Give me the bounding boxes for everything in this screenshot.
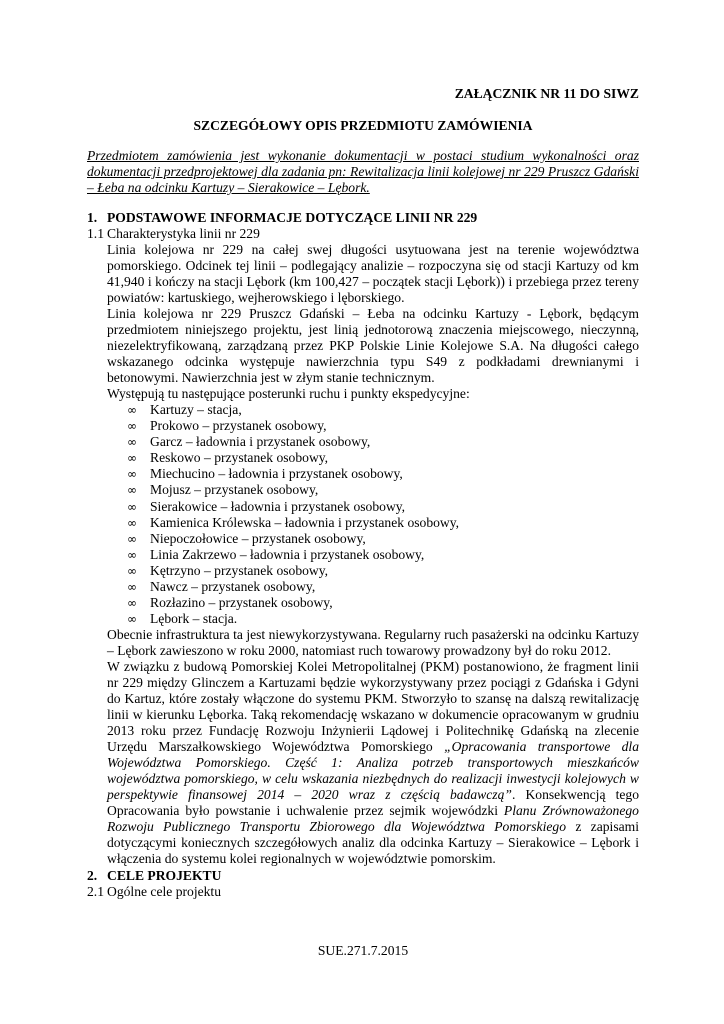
bullet-icon: ∞	[127, 435, 137, 450]
paragraph-pkm	[107, 659, 639, 867]
station-label: Reskowo – przystanek osobowy,	[150, 450, 329, 466]
subsection-1-1-title: Charakterystyka linii nr 229	[107, 226, 260, 241]
bullet-icon: ∞	[127, 451, 137, 466]
bullet-icon: ∞	[127, 563, 137, 578]
bullet-icon: ∞	[127, 612, 137, 627]
station-label: Lębork – stacja.	[150, 611, 238, 627]
annex-label: ZAŁĄCZNIK NR 11 DO SIWZ	[454, 86, 639, 101]
paragraph-location: Linia kolejowa nr 229 na całej swej długości usytuowana jest na terenie województwa pomorskiego. Odcinek tej linii – podlegający analizie – rozpoczyna się od stacji Kartuzy od km 41,940 i kończy na stacji Lębork (km 100,427 – początek stacji Lębork)) i przebiega przez tereny powiatów: kartuskiego, wejherowskiego i lęborskiego.	[107, 242, 639, 305]
bullet-icon: ∞	[127, 499, 137, 514]
station-label: Miechucino – ładownia i przystanek osobowy,	[150, 466, 403, 482]
section-1-title: PODSTAWOWE INFORMACJE DOTYCZĄCE LINII NR 229	[107, 210, 478, 225]
bullet-icon: ∞	[127, 419, 137, 434]
station-item	[107, 466, 639, 482]
station-item	[107, 515, 639, 531]
bullet-icon: ∞	[127, 580, 137, 595]
footer-reference: SUE.271.7.2015	[317, 943, 409, 958]
stations-intro: Występują tu następujące posterunki ruchu i punkty ekspedycyjne:	[107, 386, 470, 401]
pkm-document-title: „Opracowania transportowe dla Województwa Pomorskiego. Część 1: Analiza potrzeb transportowych mieszkańców województwa pomorskiego, w celu wskazania niezbędnych do realizacji inwestycji kolejowych w perspektywie finansowej 2014 – 2020 wraz z częścią badawczą”	[107, 739, 639, 803]
pkm-plan-title: Planu Zrównoważonego Rozwoju Publicznego Transportu Zbiorowego dla Województwa Pomorskiego	[107, 803, 639, 835]
station-item	[107, 402, 639, 418]
pkm-text-3: z zapisami dotyczącymi koniecznych szczegółowych analiz dla odcinka Kartuzy – Sierakowice – Lębork i włączenia do systemu kolei regionalnych w województwie pomorskim.	[107, 819, 639, 867]
document-title: SZCZEGÓŁOWY OPIS PRZEDMIOTU ZAMÓWIENIA	[193, 118, 533, 133]
stations-list	[107, 402, 639, 627]
paragraph-traffic: Obecnie infrastruktura ta jest niewykorzystywana. Regularny ruch pasażerski na odcinku Kartuzy – Lębork zawieszono w roku 2000, natomiast ruch towarowy prowadzony był do roku 2012.	[107, 627, 639, 659]
station-label: Kamienica Królewska – ładownia i przystanek osobowy,	[150, 514, 460, 530]
subsection-1-1-heading	[87, 226, 260, 242]
station-label: Garcz – ładownia i przystanek osobowy,	[150, 434, 371, 450]
subsection-2-1-number: 2.1	[87, 884, 104, 899]
station-item	[107, 482, 639, 498]
station-item	[107, 531, 639, 547]
bullet-icon: ∞	[127, 515, 137, 530]
station-item	[107, 579, 639, 595]
subsection-2-1-heading	[87, 884, 221, 900]
station-label: Sierakowice – ładownia i przystanek osobowy,	[150, 498, 406, 514]
station-item	[107, 434, 639, 450]
document-page	[87, 0, 639, 1024]
station-label: Kartuzy – stacja,	[150, 402, 242, 417]
station-item	[107, 547, 639, 563]
station-label: Niepoczołowice – przystanek osobowy,	[150, 530, 366, 546]
section-1-body	[107, 242, 639, 867]
intro-paragraph: Przedmiotem zamówienia jest wykonanie dokumentacji w postaci studium wykonalności oraz dokumentacji przedprojektowej dla zadania pn: Rewitalizacja linii kolejowej nr 229 Pruszcz Gdański – Łeba na odcinku Kartuzy – Sierakowice – Lębork.	[87, 148, 639, 195]
bullet-icon: ∞	[127, 403, 137, 417]
bullet-icon: ∞	[127, 483, 137, 498]
section-2-heading	[87, 868, 221, 884]
pkm-text-2: . Konsekwencją tego Opracowania było powstanie i uchwalenie przez sejmik wojewódzki	[107, 787, 640, 819]
section-1-number: 1.	[87, 210, 98, 225]
bullet-icon: ∞	[127, 531, 137, 546]
station-item	[107, 595, 639, 611]
station-item	[107, 611, 639, 627]
bullet-icon: ∞	[127, 596, 137, 611]
station-item	[107, 563, 639, 579]
station-label: Rozłazino – przystanek osobowy,	[150, 595, 333, 611]
station-label: Mojusz – przystanek osobowy,	[150, 482, 319, 498]
paragraph-line-status: Linia kolejowa nr 229 Pruszcz Gdański – Łeba na odcinku Kartuzy - Lębork, będącym przedmiotem niniejszego projektu, jest linią jednotorową znaczenia miejscowego, nieczynną, niezelektryfikowaną, zarządzaną przez PKP Polskie Linie Kolejowe S.A. Na długości całego wskazanego odcinka występuje nawierzchnia typu S49 z podkładami drewnianymi i betonowymi. Nawierzchnia jest w złym stanie technicznym.	[107, 306, 639, 385]
subsection-1-1-number: 1.1	[87, 226, 104, 241]
station-item	[107, 418, 639, 434]
station-label: Kętrzyno – przystanek osobowy,	[150, 562, 329, 578]
station-item	[107, 450, 639, 466]
section-1-heading	[87, 210, 477, 226]
station-label: Nawcz – przystanek osobowy,	[150, 579, 316, 595]
section-2-title: CELE PROJEKTU	[107, 868, 222, 883]
station-item	[107, 499, 639, 515]
section-2-number: 2.	[87, 868, 98, 883]
subsection-2-1-title: Ogólne cele projektu	[107, 884, 221, 899]
bullet-icon: ∞	[127, 547, 137, 562]
station-label: Linia Zakrzewo – ładownia i przystanek osobowy,	[150, 546, 425, 562]
station-label: Prokowo – przystanek osobowy,	[150, 418, 327, 434]
bullet-icon: ∞	[127, 467, 137, 482]
pkm-text-1: W związku z budową Pomorskiej Kolei Metropolitalnej (PKM) postanowiono, że fragment linii nr 229 między Glinczem a Kartuzami będzie wykorzystywany przez pociągi z Gdańska i Gdyni do Kartuz, które zostały włączone do systemu PKM. Stworzyło to szansę na dalszą rewitalizację linii w kierunku Lęborka. Taką rekomendację wskazano w dokumencie opracowanym w grudniu 2013 roku przez Fundację Rozwoju Inżynierii Lądowej i Politechnikę Gdańską na zlecenie Urzędu Marszałkowskiego Województwa Pomorskiego	[107, 659, 639, 755]
